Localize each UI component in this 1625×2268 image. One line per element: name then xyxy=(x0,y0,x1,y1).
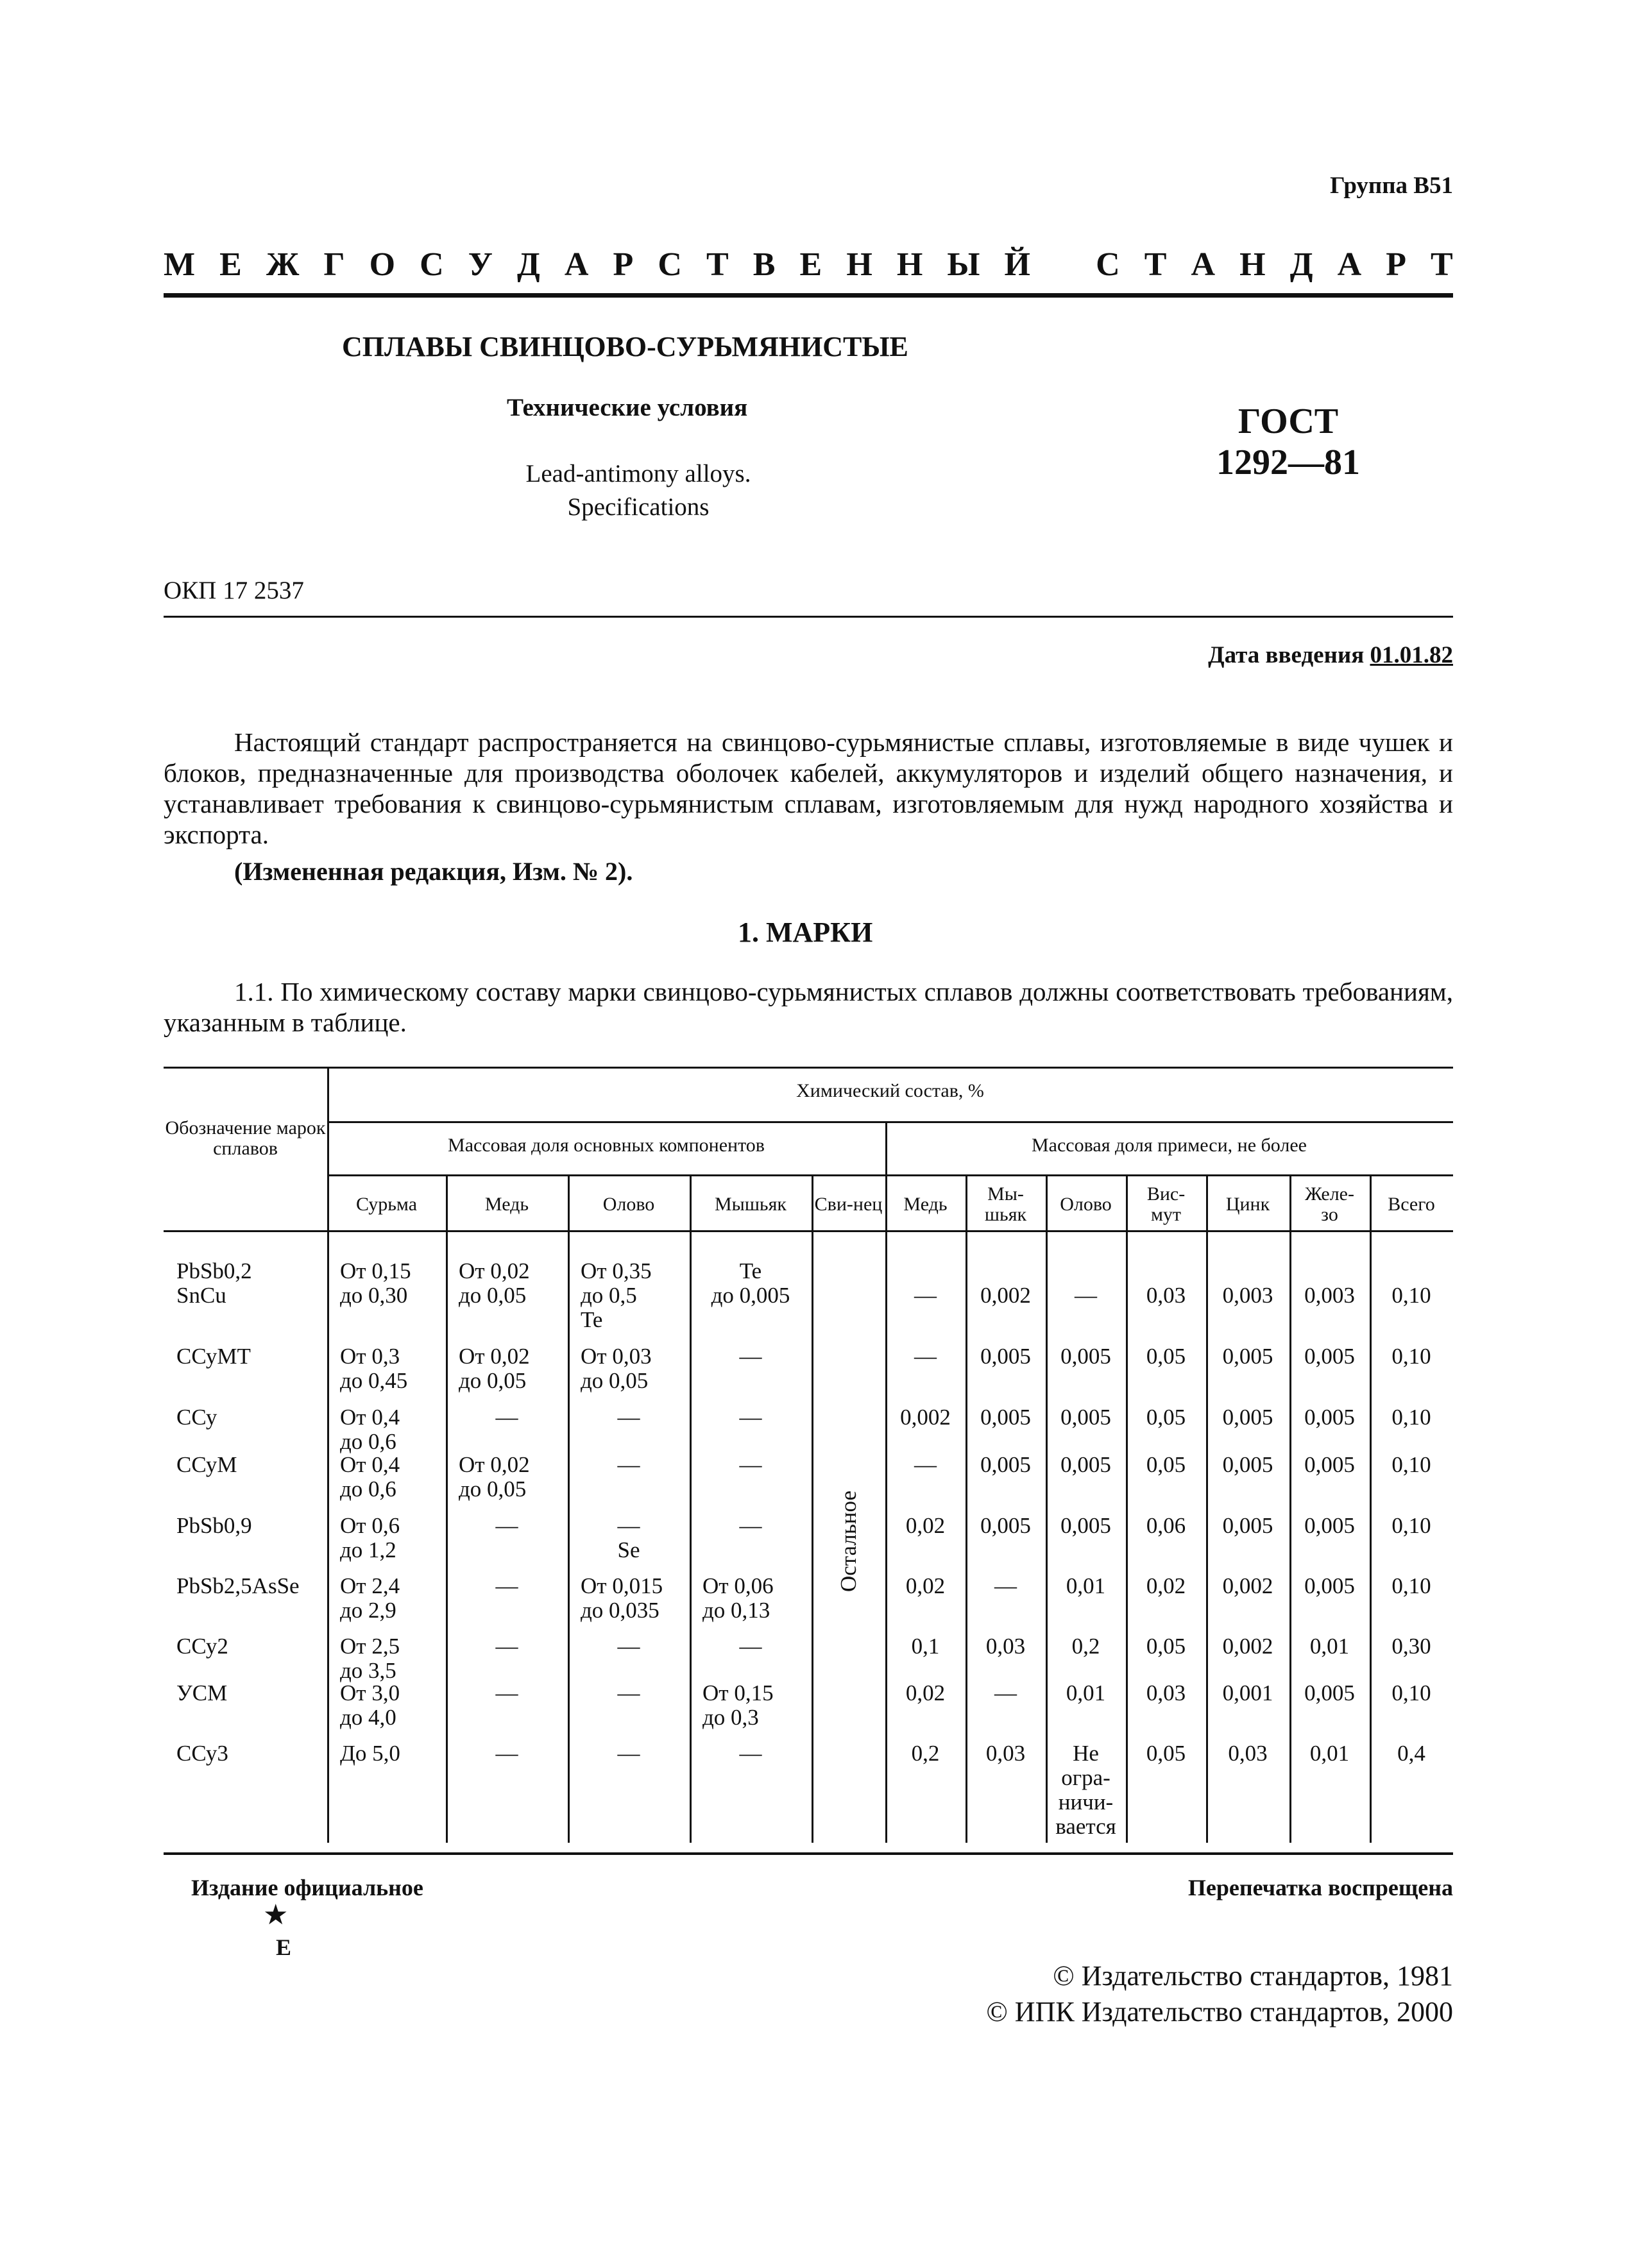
imp-arsenic-value: 0,005 xyxy=(980,1344,1031,1369)
arsenic-value: От 0,15 до 0,3 xyxy=(702,1680,774,1730)
impurity-col-header: Цинк xyxy=(1225,1194,1270,1215)
imp-tin-value: Не огра- ничи- вается xyxy=(1055,1741,1116,1839)
grade-name: УСМ xyxy=(176,1680,228,1705)
header-gap xyxy=(1055,246,1071,284)
arsenic-value: — xyxy=(739,1405,762,1430)
tin-value: — xyxy=(617,1634,640,1659)
imp-bismuth-value: 0,05 xyxy=(1146,1452,1186,1477)
table-header-rule-1 xyxy=(327,1121,1453,1123)
antimony-value: От 3,0 до 4,0 xyxy=(340,1680,400,1730)
total-value: 0,10 xyxy=(1391,1344,1431,1369)
arsenic-value: — xyxy=(739,1344,762,1369)
imp-arsenic-value: 0,002 xyxy=(980,1283,1031,1308)
header-letter: Е xyxy=(219,246,242,283)
reprint-prohibited: Перепечатка воспрещена xyxy=(1187,1875,1453,1900)
header-letter: С xyxy=(420,246,444,283)
total-value: 0,10 xyxy=(1391,1680,1431,1705)
composition-table xyxy=(164,1067,1453,1843)
main-components-header: Массовая доля основных компонентов xyxy=(448,1135,765,1156)
header-letter: Н xyxy=(846,246,872,283)
tin-value: — Se xyxy=(617,1513,640,1562)
arsenic-value: — xyxy=(739,1513,762,1538)
imp-bismuth-value: 0,03 xyxy=(1146,1283,1186,1308)
imp-zinc-value: 0,002 xyxy=(1222,1573,1273,1598)
impurity-col-header: Вис- мут xyxy=(1146,1183,1186,1225)
header-letter: Ж xyxy=(266,246,300,283)
arsenic-value: — xyxy=(739,1741,762,1766)
imp-copper-value: 0,02 xyxy=(905,1680,946,1705)
imp-bismuth-value: 0,02 xyxy=(1146,1573,1186,1598)
main-col-header: Мышьяк xyxy=(715,1194,787,1215)
introduction-date xyxy=(1208,641,1453,669)
header-letter: С xyxy=(658,246,682,283)
imp-bismuth-value: 0,03 xyxy=(1146,1680,1186,1705)
header-letter: Т xyxy=(1431,246,1453,283)
grade-name: ССу2 xyxy=(176,1634,228,1659)
lead-balance-label: Остальное xyxy=(835,1491,861,1592)
imp-copper-value: — xyxy=(914,1344,937,1369)
copper-value: — xyxy=(495,1405,518,1430)
imp-copper-value: 0,02 xyxy=(905,1573,946,1598)
imp-zinc-value: 0,005 xyxy=(1222,1405,1273,1430)
total-value: 0,10 xyxy=(1391,1405,1431,1430)
impurity-col-header: Медь xyxy=(903,1194,948,1215)
document-title: СПЛАВЫ СВИНЦОВО-СУРЬМЯНИСТЫЕ xyxy=(342,331,908,362)
header-letter: Е xyxy=(799,246,822,283)
imp-tin-value: 0,005 xyxy=(1060,1405,1111,1430)
copper-value: От 0,02 до 0,05 xyxy=(459,1452,530,1502)
imp-iron-value: 0,01 xyxy=(1309,1634,1350,1659)
imp-iron-value: 0,005 xyxy=(1304,1680,1355,1705)
table-col-line xyxy=(812,1174,813,1843)
imp-iron-value: 0,01 xyxy=(1309,1741,1350,1766)
copyright-2000: © ИПК Издательство стандартов, 2000 xyxy=(986,1996,1453,2027)
header-letter: О xyxy=(369,246,396,283)
header-letter: Т xyxy=(1144,246,1167,283)
copper-value: От 0,02 до 0,05 xyxy=(459,1258,530,1308)
imp-zinc-value: 0,001 xyxy=(1222,1680,1273,1705)
official-edition: Издание официальное xyxy=(191,1875,423,1900)
antimony-value: От 0,3 до 0,45 xyxy=(340,1344,408,1393)
copper-value: — xyxy=(495,1741,518,1766)
total-value: 0,30 xyxy=(1391,1634,1431,1659)
header-letter: С xyxy=(1096,246,1120,283)
header-letter: М xyxy=(164,246,196,283)
main-col-header: Сурьма xyxy=(355,1194,418,1215)
imp-bismuth-value: 0,05 xyxy=(1146,1741,1186,1766)
imp-arsenic-value: 0,03 xyxy=(985,1741,1026,1766)
header-letter: А xyxy=(1191,246,1216,283)
header-letter: У xyxy=(468,246,493,283)
main-col-header: Медь xyxy=(484,1194,529,1215)
copyright-block xyxy=(986,1958,1453,2030)
antimony-value: До 5,0 xyxy=(340,1741,400,1766)
okp-code: ОКП 17 2537 xyxy=(164,577,304,604)
arsenic-value: От 0,06 до 0,13 xyxy=(702,1573,774,1623)
imp-zinc-value: 0,003 xyxy=(1222,1283,1273,1308)
grade-name: ССу3 xyxy=(176,1741,228,1766)
impurities-header: Массовая доля примеси, не более xyxy=(1031,1135,1307,1156)
okp-rule xyxy=(164,616,1453,618)
imp-arsenic-value: — xyxy=(994,1573,1017,1598)
tin-value: От 0,35 до 0,5 Te xyxy=(581,1258,652,1332)
imp-arsenic-value: 0,005 xyxy=(980,1405,1031,1430)
english-title-line1: Lead-antimony alloys. xyxy=(525,460,751,487)
copper-value: — xyxy=(495,1513,518,1538)
imp-copper-value: — xyxy=(914,1452,937,1477)
tin-value: — xyxy=(617,1680,640,1705)
total-value: 0,10 xyxy=(1391,1573,1431,1598)
copper-value: — xyxy=(495,1634,518,1659)
header-letter: А xyxy=(564,246,589,283)
tin-value: От 0,03 до 0,05 xyxy=(581,1344,652,1393)
header-letter: Й xyxy=(1004,246,1030,283)
e-mark: Е xyxy=(276,1934,292,1960)
table-top-rule xyxy=(164,1067,1453,1069)
tin-value: — xyxy=(617,1741,640,1766)
english-title xyxy=(515,457,761,524)
header-letter: Д xyxy=(517,246,540,283)
amendment-note: (Измененная редакция, Изм. № 2). xyxy=(234,857,633,886)
total-value: 0,4 xyxy=(1397,1741,1425,1766)
grade-name: ССуМТ xyxy=(176,1344,251,1369)
total-value: 0,10 xyxy=(1391,1283,1431,1308)
copper-value: — xyxy=(495,1680,518,1705)
gost-code: 1292—81 xyxy=(1216,443,1360,482)
copyright-1981: © Издательство стандартов, 1981 xyxy=(1053,1960,1453,1992)
grade-column-header: Обозначение марок сплавов xyxy=(165,1117,326,1159)
impurity-col-header: Мы- шьяк xyxy=(984,1183,1027,1225)
table-bottom-rule xyxy=(164,1852,1453,1855)
chemical-composition-header: Химический состав, % xyxy=(796,1080,984,1101)
imp-bismuth-value: 0,05 xyxy=(1146,1405,1186,1430)
imp-arsenic-value: 0,005 xyxy=(980,1513,1031,1538)
header-letter: Т xyxy=(706,246,729,283)
table-header-rule-3 xyxy=(164,1230,1453,1232)
date-label: Дата введения xyxy=(1208,642,1365,668)
main-col-header: Олово xyxy=(602,1194,655,1215)
antimony-value: От 0,15 до 0,30 xyxy=(340,1258,411,1308)
english-title-line2: Specifications xyxy=(567,493,710,521)
imp-tin-value: 0,01 xyxy=(1066,1573,1106,1598)
imp-bismuth-value: 0,06 xyxy=(1146,1513,1186,1538)
imp-zinc-value: 0,03 xyxy=(1228,1741,1268,1766)
header-letter: Г xyxy=(323,246,345,283)
arsenic-value: — xyxy=(739,1452,762,1477)
imp-iron-value: 0,005 xyxy=(1304,1452,1355,1477)
date-value: 01.01.82 xyxy=(1370,642,1453,668)
intro-paragraph: Настоящий стандарт распространяется на свинцово-сурьмянистые сплавы, изготовляемые в виде чушек и блоков, предназначенные для производства оболочек кабелей, аккумуляторов и изделий общего назначения, и устанавливает требования к свинцово-сурьмянистым сплавам, изготовляемым для нужд народного хозяйства и экспорта. xyxy=(164,727,1453,849)
imp-iron-value: 0,005 xyxy=(1304,1344,1355,1369)
header-letter: Р xyxy=(1386,246,1406,283)
imp-arsenic-value: 0,005 xyxy=(980,1452,1031,1477)
tin-value: — xyxy=(617,1405,640,1430)
header-rule xyxy=(164,293,1453,298)
imp-tin-value: 0,005 xyxy=(1060,1452,1111,1477)
table-header-rule-2 xyxy=(327,1174,1453,1176)
imp-zinc-value: 0,005 xyxy=(1222,1513,1273,1538)
impurity-col-header: Желе- зо xyxy=(1305,1183,1354,1225)
imp-zinc-value: 0,005 xyxy=(1222,1452,1273,1477)
header-letter: А xyxy=(1337,246,1362,283)
gost-number xyxy=(1214,401,1362,483)
imp-zinc-value: 0,002 xyxy=(1222,1634,1273,1659)
antimony-value: От 0,4 до 0,6 xyxy=(340,1452,400,1502)
grade-name: PbSb0,2 SnCu xyxy=(176,1258,252,1308)
header-letter: Н xyxy=(896,246,923,283)
imp-iron-value: 0,005 xyxy=(1304,1513,1355,1538)
imp-copper-value: 0,02 xyxy=(905,1513,946,1538)
header-letter: Р xyxy=(613,246,634,283)
copper-value: От 0,02 до 0,05 xyxy=(459,1344,530,1393)
header-letter: Ы xyxy=(947,246,980,283)
grade-name: ССу xyxy=(176,1405,217,1430)
imp-copper-value: 0,002 xyxy=(900,1405,951,1430)
imp-iron-value: 0,005 xyxy=(1304,1405,1355,1430)
arsenic-value: Te до 0,005 xyxy=(711,1258,790,1308)
imp-tin-value: 0,01 xyxy=(1066,1680,1106,1705)
impurity-col-header: Всего xyxy=(1388,1194,1435,1215)
tin-value: — xyxy=(617,1452,640,1477)
gost-label: ГОСТ xyxy=(1238,402,1339,441)
imp-zinc-value: 0,005 xyxy=(1222,1344,1273,1369)
antimony-value: От 0,4 до 0,6 xyxy=(340,1405,400,1454)
star-icon: ★ xyxy=(263,1899,289,1931)
imp-bismuth-value: 0,05 xyxy=(1146,1344,1186,1369)
main-col-header: Сви-нец xyxy=(814,1194,883,1215)
imp-tin-value: 0,005 xyxy=(1060,1513,1111,1538)
imp-iron-value: 0,005 xyxy=(1304,1573,1355,1598)
group-code: Группа В51 xyxy=(1330,173,1453,199)
imp-copper-value: — xyxy=(914,1283,937,1308)
imp-tin-value: 0,005 xyxy=(1060,1344,1111,1369)
section-title: 1. МАРКИ xyxy=(738,917,873,948)
imp-arsenic-value: — xyxy=(994,1680,1017,1705)
antimony-value: От 2,5 до 3,5 xyxy=(340,1634,400,1683)
header-letter: Д xyxy=(1289,246,1313,283)
header-letter: Н xyxy=(1239,246,1266,283)
total-value: 0,10 xyxy=(1391,1513,1431,1538)
imp-tin-value: — xyxy=(1075,1283,1097,1308)
grade-name: ССуМ xyxy=(176,1452,237,1477)
antimony-value: От 0,6 до 1,2 xyxy=(340,1513,400,1562)
tin-value: От 0,015 до 0,035 xyxy=(581,1573,663,1623)
imp-tin-value: 0,2 xyxy=(1071,1634,1100,1659)
imp-iron-value: 0,003 xyxy=(1304,1283,1355,1308)
total-value: 0,10 xyxy=(1391,1452,1431,1477)
imp-copper-value: 0,1 xyxy=(911,1634,940,1659)
imp-bismuth-value: 0,05 xyxy=(1146,1634,1186,1659)
antimony-value: От 2,4 до 2,9 xyxy=(340,1573,400,1623)
arsenic-value: — xyxy=(739,1634,762,1659)
clause-1-1: 1.1. По химическому составу марки свинцово-сурьмянистых сплавов должны соответствовать требованиям, указанным в таблице. xyxy=(164,977,1453,1037)
imp-arsenic-value: 0,03 xyxy=(985,1634,1026,1659)
standard-header xyxy=(164,246,1453,284)
grade-name: PbSb0,9 xyxy=(176,1513,252,1538)
imp-copper-value: 0,2 xyxy=(911,1741,940,1766)
header-letter: В xyxy=(753,246,776,283)
document-subtitle: Технические условия xyxy=(507,394,748,421)
impurity-col-header: Олово xyxy=(1060,1194,1112,1215)
copper-value: — xyxy=(495,1573,518,1598)
grade-name: PbSb2,5AsSe xyxy=(176,1573,300,1598)
